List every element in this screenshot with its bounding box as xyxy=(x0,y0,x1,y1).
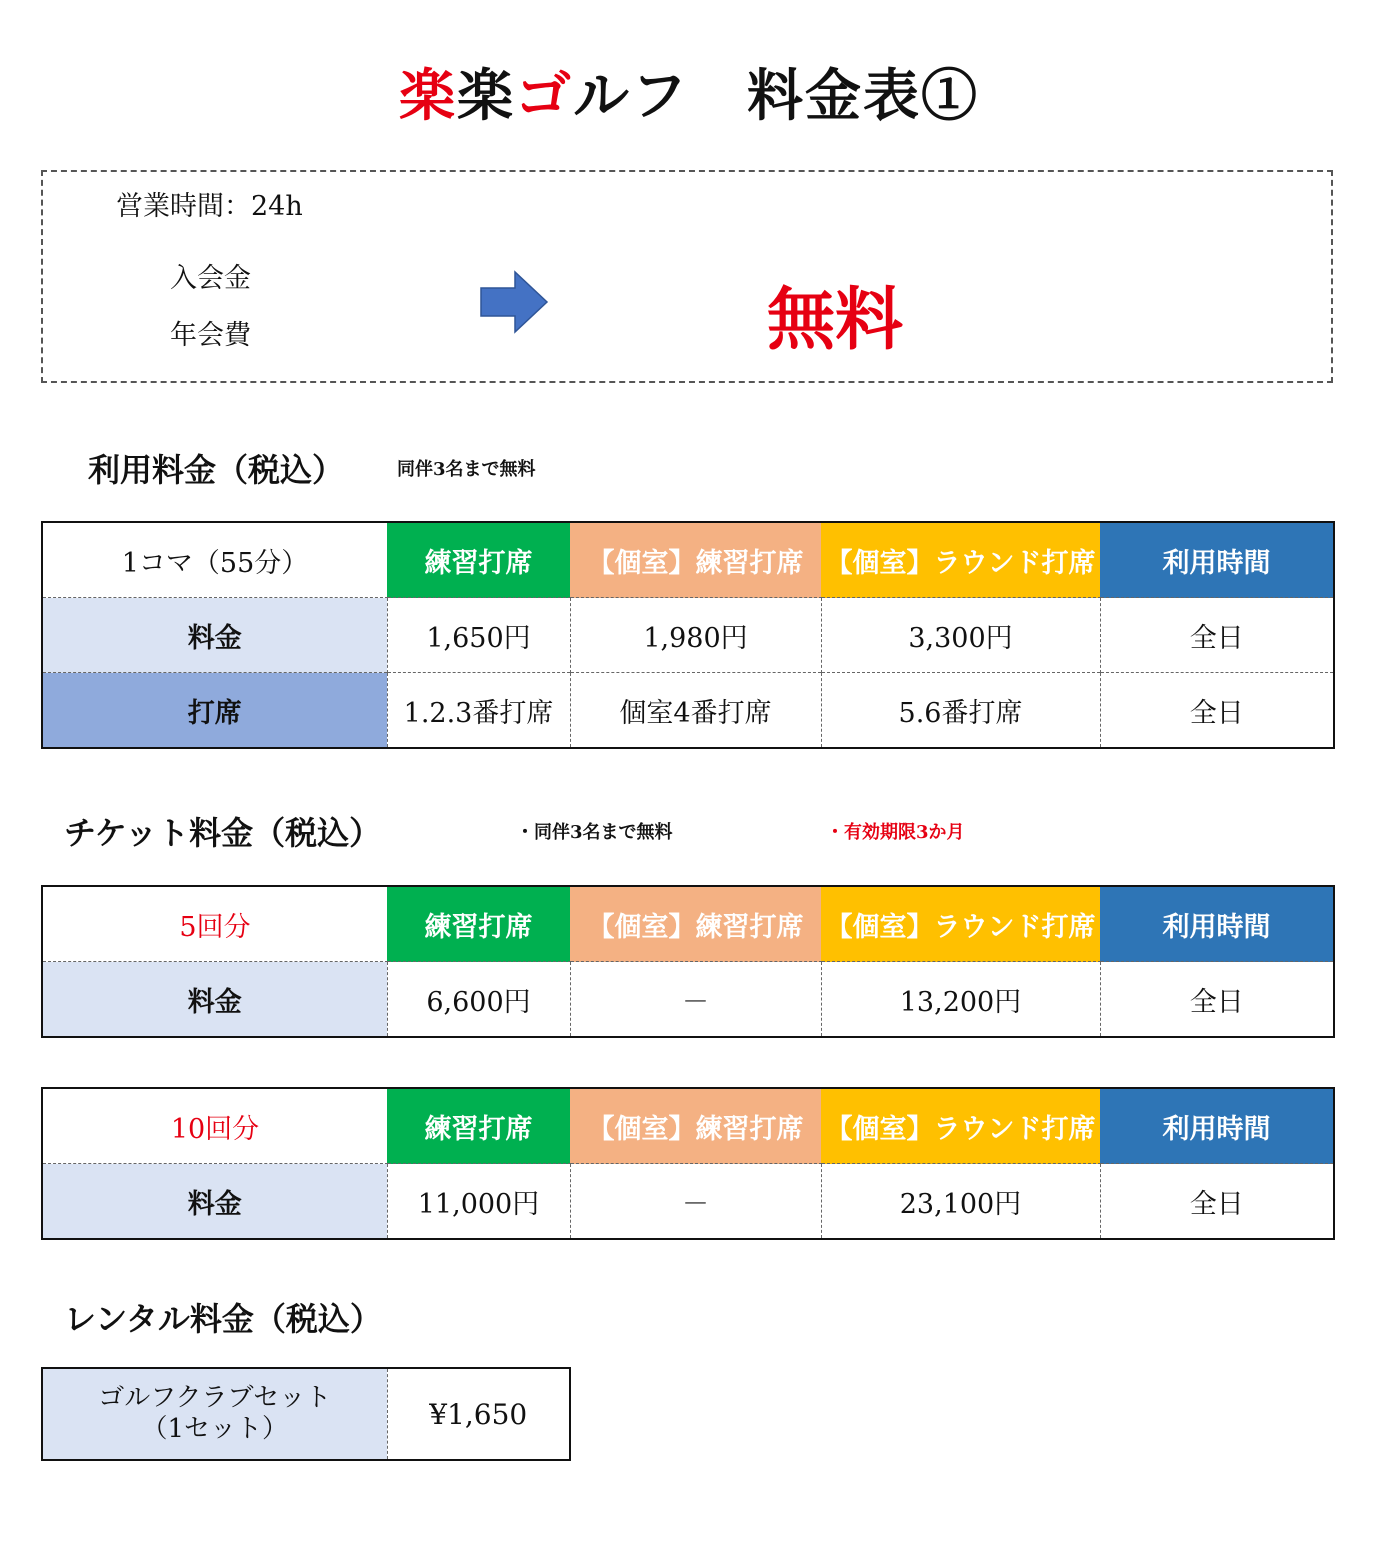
ticket-fee-heading: チケット料金（税込） xyxy=(64,814,382,852)
ticket-10-table xyxy=(41,1087,1335,1240)
entry-fee-label: 入会金 xyxy=(170,263,251,294)
table-cell: 全日 xyxy=(1100,1164,1334,1240)
table-cell: 23,100円 xyxy=(821,1164,1100,1240)
usage-fee-table xyxy=(41,521,1335,749)
private-round-bay-header: 【個室】ラウンド打席 xyxy=(821,886,1100,962)
practice-bay-header: 練習打席 xyxy=(387,522,570,598)
ticket-note-expiry: ・有効期限3か月 xyxy=(826,822,965,843)
table-cell: 1.2.3番打席 xyxy=(387,673,570,749)
right-arrow-icon xyxy=(479,270,549,334)
rental-price: ¥1,650 xyxy=(387,1368,570,1460)
row-label: 料金 xyxy=(42,1164,387,1240)
table-cell: － xyxy=(570,1164,821,1240)
table-row xyxy=(42,1368,570,1460)
row-label: 料金 xyxy=(42,598,387,673)
table-header-row xyxy=(42,1088,1334,1164)
usage-time-header: 利用時間 xyxy=(1100,1088,1334,1164)
usage-time-header: 利用時間 xyxy=(1100,886,1334,962)
private-practice-bay-header: 【個室】練習打席 xyxy=(570,1088,821,1164)
usage-fee-note: 同伴3名まで無料 xyxy=(397,459,536,480)
table-cell: 1,980円 xyxy=(570,598,821,673)
rental-item-quantity: （1セット） xyxy=(141,1414,289,1444)
private-round-bay-header: 【個室】ラウンド打席 xyxy=(821,1088,1100,1164)
table-row xyxy=(42,962,1334,1038)
business-hours: 営業時間：24h xyxy=(116,191,303,222)
rental-item-label xyxy=(42,1368,387,1460)
table-cell: 個室4番打席 xyxy=(570,673,821,749)
practice-bay-header: 練習打席 xyxy=(387,886,570,962)
table-cell: 11,000円 xyxy=(387,1164,570,1240)
table-cell: 5.6番打席 xyxy=(821,673,1100,749)
row-label: 料金 xyxy=(42,962,387,1038)
table-cell: 3,300円 xyxy=(821,598,1100,673)
table-row xyxy=(42,1164,1334,1240)
table-cell: 13,200円 xyxy=(821,962,1100,1038)
private-practice-bay-header: 【個室】練習打席 xyxy=(570,522,821,598)
table-row xyxy=(42,598,1334,673)
table-cell: － xyxy=(570,962,821,1038)
annual-fee-label: 年会費 xyxy=(170,320,251,351)
rental-fee-table xyxy=(41,1367,571,1461)
usage-time-header: 利用時間 xyxy=(1100,522,1334,598)
unit-header: 1コマ（55分） xyxy=(121,547,309,579)
private-practice-bay-header: 【個室】練習打席 xyxy=(570,886,821,962)
table-cell: 1,650円 xyxy=(387,598,570,673)
practice-bay-header: 練習打席 xyxy=(387,1088,570,1164)
table-header-row xyxy=(42,886,1334,962)
table-cell: 6,600円 xyxy=(387,962,570,1038)
table-cell: 全日 xyxy=(1100,962,1334,1038)
usage-fee-heading: 利用料金（税込） xyxy=(88,451,345,489)
ticket-note-companions: ・同伴3名まで無料 xyxy=(516,822,673,843)
page-title: 楽楽ゴルフ 料金表① xyxy=(399,63,979,129)
table-cell: 全日 xyxy=(1100,673,1334,749)
ticket-count-header: 5回分 xyxy=(179,911,251,943)
free-label: 無料 xyxy=(766,280,903,360)
table-cell: 全日 xyxy=(1100,598,1334,673)
rental-fee-heading: レンタル料金（税込） xyxy=(64,1300,382,1338)
table-row xyxy=(42,673,1334,749)
ticket-count-header: 10回分 xyxy=(170,1113,260,1145)
table-header-row xyxy=(42,522,1334,598)
private-round-bay-header: 【個室】ラウンド打席 xyxy=(821,522,1100,598)
row-label: 打席 xyxy=(42,673,387,749)
ticket-5-table xyxy=(41,885,1335,1038)
rental-item-name: ゴルフクラブセット xyxy=(98,1383,332,1413)
